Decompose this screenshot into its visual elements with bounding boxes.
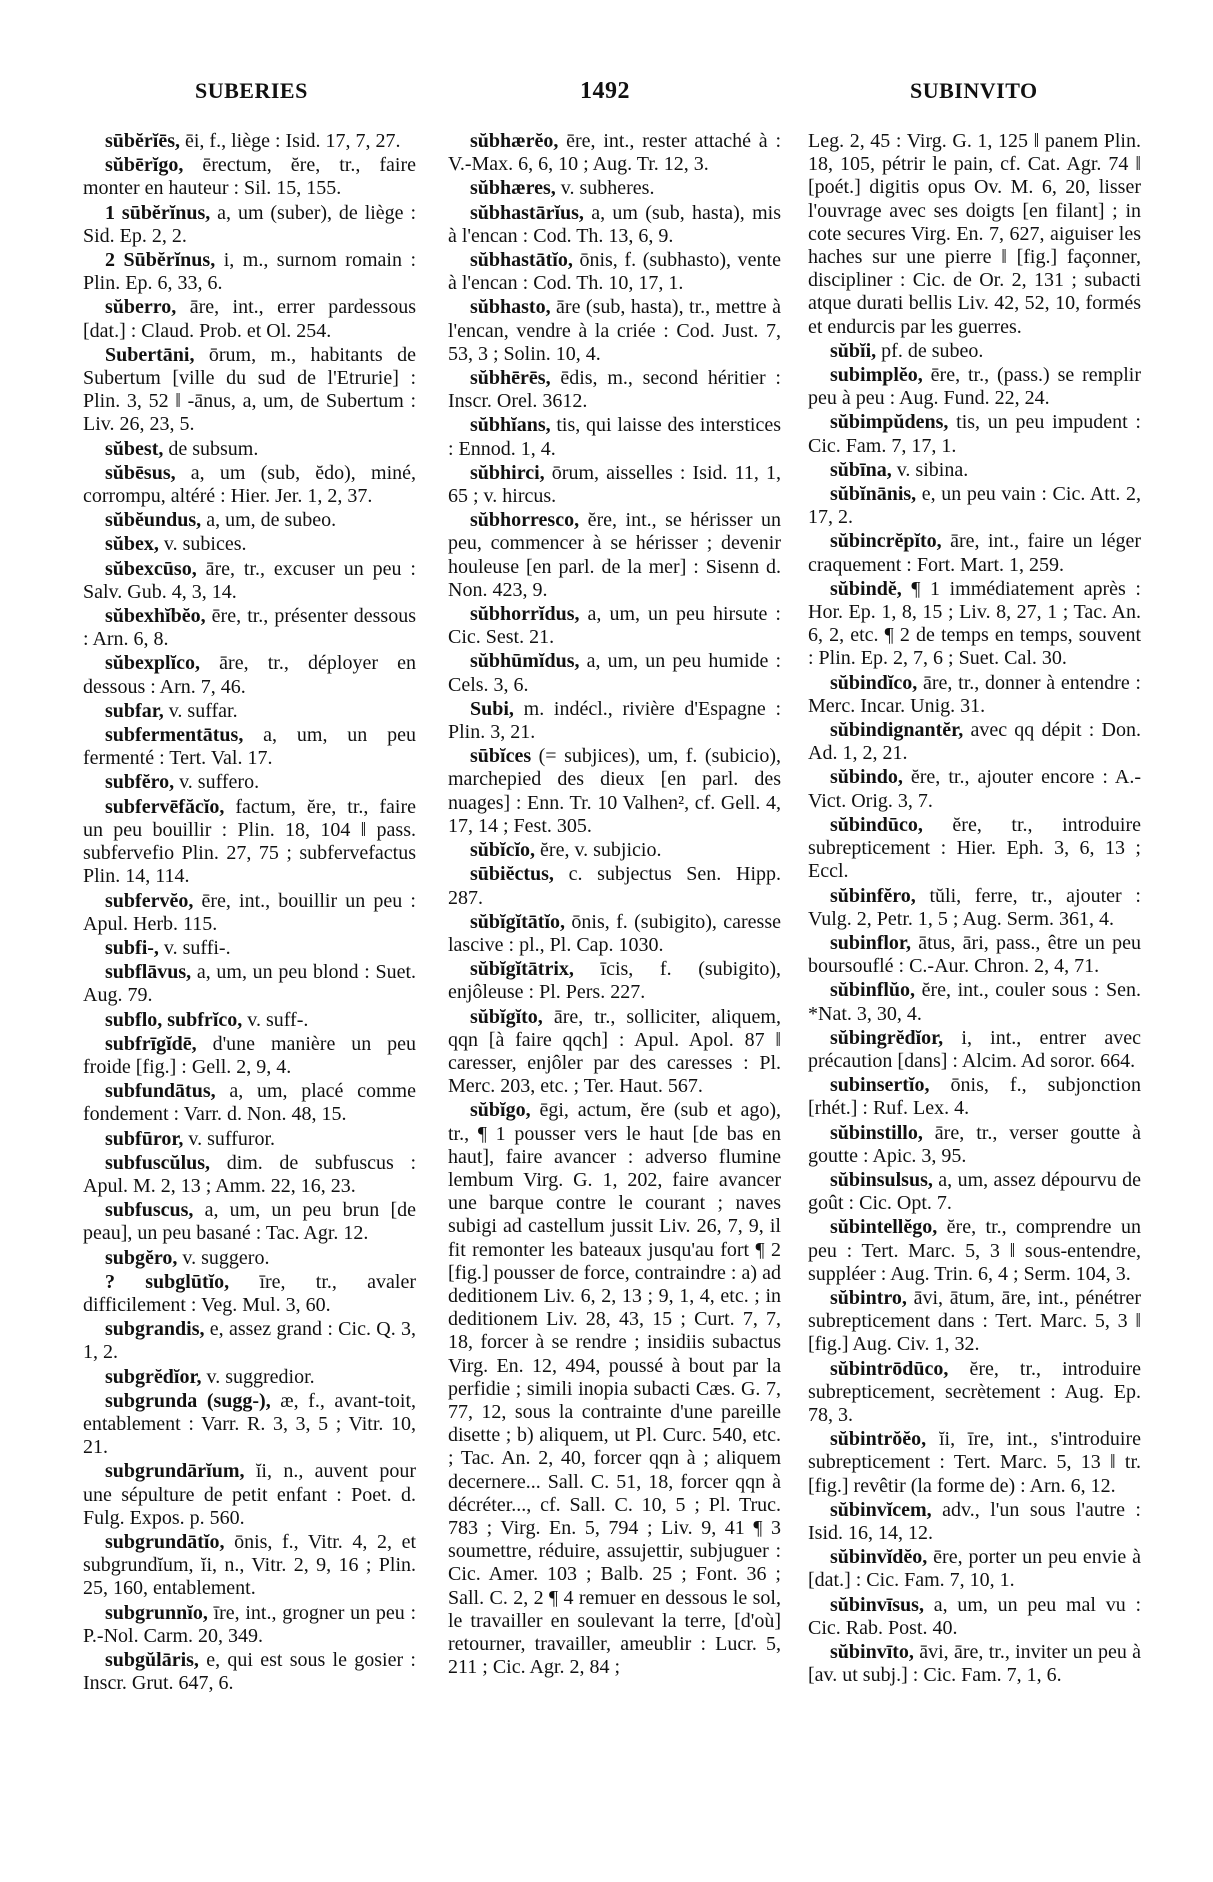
dictionary-entry [83,724,416,770]
definition: e, un peu vain : Cic. Att. 2, 17, 2. [808,483,1141,529]
dictionary-entry [448,130,781,176]
dictionary-entry [83,890,416,936]
dictionary-entry [808,578,1141,671]
dictionary-entry [83,558,416,604]
dictionary-entry [83,533,416,556]
definition: v. sibina. [891,458,969,481]
headword: Subi, [470,697,514,720]
definition: ¶ 1 immédiatement après : Hor. Ep. 1, 8, 15 ; Liv. 8, 27, 1 ; Tac. An. 6, 2, etc. ¶ 2 de temps en temps, souvent : Plin. Ep. 2, 7, 6 ; Suet. Cal. 30. [808,577,1141,670]
definition: tis, qui laisse des interstices : Ennod. 1, 4. [448,414,781,460]
definition: i, int., entrer avec précaution [dans] : Alcim. Ad soror. 664. [808,1026,1141,1072]
definition: a, um, un peu hirsute : Cic. Sest. 21. [448,603,781,649]
headword: sŭbexcūso, [105,557,197,580]
headword: sŭbintro, [830,1286,907,1309]
definition: ōnis, f. (subhasto), vente à l'encan : Cod. Th. 10, 17, 1. [448,249,781,295]
definition: m. indécl., rivière d'Espagne : Plin. 3, 21. [448,697,781,744]
headword: sŭbinfĕro, [830,884,916,907]
dictionary-entry [83,1009,416,1032]
headword: sŭbĭgo, [470,1099,531,1122]
dictionary-entry [448,839,781,862]
headword: sŭbinvīsus, [830,1593,924,1616]
headword: sŭbĭgĭto, [470,1005,543,1028]
headword: sŭbēsus, [105,461,176,484]
headword: sŭbhĭans, [470,414,551,437]
dictionary-entry [83,1649,416,1695]
headword: sŭbindĭco, [830,671,918,694]
headword: subfar, [105,699,164,722]
homonym-number: 1 [105,201,122,224]
dictionary-entry [83,202,416,248]
dictionary-entry [83,961,416,1007]
definition: āre, tr., donner à entendre : Merc. Incar. Unig. 31. [808,671,1141,717]
definition: ōnis, f., Vitr. 4, 2, et subgrundĭum, ĭi, n., Vitr. 2, 9, 16 ; Plin. 25, 160, entablement. [83,1530,416,1600]
dictionary-entry [808,340,1141,363]
definition: ōrum, aisselles : Isid. 11, 1, 65 ; v. hircus. [448,461,781,508]
definition: v. suggredior. [201,1365,315,1388]
headword: subfrīgĭdē, [105,1032,197,1055]
definition: a, um, un peu mal vu : Cic. Rab. Post. 40. [808,1593,1141,1639]
definition: v. suffero. [174,771,260,794]
dictionary-entry [448,202,781,248]
dictionary-entry [808,979,1141,1025]
dictionary-entry [448,958,781,1004]
headword: subglūtĭo, [145,1270,230,1293]
definition: v. suffi-. [158,936,231,959]
definition: ēdis, m., second héritier : Inscr. Orel. 3612. [448,367,781,413]
definition: āre, tr., excuser un peu : Salv. Gub. 4, 3, 14. [83,557,416,603]
headword: subfĕro, [105,771,175,794]
dictionary-entry [448,367,781,413]
definition: ēre, int., rester attaché à : V.-Max. 6, 6, 10 ; Aug. Tr. 12, 3. [448,130,781,176]
definition: ērectum, ĕre, tr., faire monter en hauteur : Sil. 15, 155. [83,154,416,200]
definition: ĕre, tr., introduire subrepticement, secrètement : Aug. Ep. 78, 3. [808,1357,1141,1426]
headword: sŭbinvĭdĕo, [830,1546,928,1569]
headword: sŭbĭcĭo, [470,839,536,862]
definition: v. subices. [158,533,247,556]
dictionary-entry [808,1027,1141,1073]
dictionary-entry [83,462,416,508]
dictionary-entry [808,719,1141,765]
definition: ēgi, actum, ĕre (sub et ago), tr., ¶ 1 pousser vers le haut [de bas en haut], faire avancer : adverso flumine lembum Virg. G. 1, 202, faire avancer une barque contre le courant ; naves subigi ad castellum jussit Liv. 26, 7, 9, il fit remonter les bateaux jusqu'au fort ¶ 2 [fig.] pousser de force, contraindre : a) ad deditionem Liv. 6, 2, 13 ; 9, 1, 4, etc. ; in deditionem Liv. 28, 43, 15 ; Curt. 7, 7, 18, forcer à se rendre ; insidiis subactus Virg. En. 12, 494, poussé à bout par la perfidie ; simili inopia subacti Cæs. G. 7, 77, 12, sous la contrainte d'une pareille disette ; b) aliquem, ut Pl. Curc. 540, etc. ; Tac. An. 2, 40, forcer qqn à ; aliquem decernere... Sall. C. 51, 18, forcer qqn à décréter..., cf. Sall. C. 10, 5 ; Pl. Truc. 783 ; Virg. En. 5, 794 ; Liv. 9, 41 ¶ 3 soumettre, réduire, assujettir, subjuguer : Cic. Amer. 103 ; Balb. 25 ; Font. 36 ; Sall. C. 2, 2 ¶ 4 remuer en dessous le sol, le travailler en soulevant la terre, [d'où] retourner, travailler, ameublir : Lucr. 5, 211 ; Cic. Agr. 2, 84 ; [448,1099,781,1679]
headword: sūbĭces [470,745,532,768]
dictionary-entry [83,1247,416,1270]
headword: subgrunda (sugg-), [105,1389,271,1412]
definition: a, um, un peu fermenté : Tert. Val. 17. [83,724,416,770]
dictionary-entry [448,698,781,744]
definition: āre, tr., déployer en dessous : Arn. 7, 46. [83,652,416,698]
dictionary-entry [448,745,781,838]
dictionary-entry [808,1216,1141,1286]
headword: sŭbinflŭo, [830,979,916,1002]
definition: a, um, de subeo. [201,509,337,532]
definition: āre, int., errer pardessous [dat.] : Claud. Prob. et Ol. 254. [83,296,416,342]
headword: sŭbinstillo, [830,1121,923,1144]
column-3 [808,130,1141,1688]
homonym-number: ? [105,1270,146,1293]
headword: sŭbīna, [830,458,892,481]
definition: adv., l'un sous l'autre : Isid. 16, 14, 12. [808,1498,1141,1544]
headword: subgrundārĭum, [105,1460,245,1483]
headword: sŭbhorrĭdus, [470,603,580,626]
dictionary-entry [83,1033,416,1079]
dictionary-entry [808,1074,1141,1120]
definition: ĭi, īre, int., s'introduire subrepticement : Tert. Marc. 5, 13 ‖ tr. [fig.] revêtir (la forme de) : Arn. 6, 12. [808,1428,1141,1497]
definition: factum, ĕre, tr., faire un peu bouillir : Plin. 18, 104 ‖ pass. subfervefio Plin. 27, 75 ; subfervefactus Plin. 14, 114. [83,795,416,888]
headword: subfervēfăcĭo, [105,795,225,818]
definition: ēre, porter un peu envie à [dat.] : Cic. Fam. 7, 10, 1. [808,1546,1141,1592]
definition: ēre, int., bouillir un peu : Apul. Herb. 115. [83,889,416,935]
headword: sŭbindignantĕr, [830,719,964,742]
headword: sŭbhūmĭdus, [470,650,580,673]
headword: subgrĕdĭor, [105,1365,202,1388]
definition: ĭi, n., auvent pour une sépulture de petit enfant : Poet. d. Fulg. Expos. p. 560. [83,1460,416,1529]
definition: a, um, assez dépourvu de goût : Cic. Opt. 7. [808,1168,1141,1215]
page-number: 1492 [580,78,630,104]
definition: avec qq dépit : Don. Ad. 1, 2, 21. [808,719,1141,765]
headword: subinflor, [830,931,911,954]
headword: subfi-, [105,936,159,959]
dictionary-entry [83,1080,416,1126]
dictionary-entry [83,796,416,889]
dictionary-entry [808,1499,1141,1545]
headword: sŭbindūco, [830,813,923,836]
dictionary-entry [808,672,1141,718]
dictionary-entry [83,438,416,461]
definition: v. suffuror. [183,1127,276,1150]
dictionary-entry [808,364,1141,410]
definition: īre, int., grogner un peu : P.-Nol. Carm. 20, 349. [83,1601,416,1647]
dictionary-entry [808,1287,1141,1357]
headword: sūbĕrĭnus, [121,201,211,224]
headword: sŭbhirci, [470,461,545,484]
running-head-right: SUBINVITO [910,78,1038,103]
dictionary-entry [448,1099,781,1679]
headword: sŭbintellĕgo, [830,1216,938,1239]
headword: sŭbexplĭco, [105,652,201,675]
headword: sŭbindĕ, [830,577,902,600]
headword: sŭbingrĕdĭor, [830,1026,944,1049]
dictionary-entry [808,1546,1141,1592]
dictionary-entry [83,1271,416,1317]
headword: sŭbhærĕo, [470,130,559,152]
headword: sŭbex, [105,533,159,556]
dictionary-entry [83,1602,416,1648]
headword: Sūbĕrĭnus, [123,249,216,272]
definition: āvi, ātum, āre, int., pénétrer subrepticement dans : Tert. Marc. 5, 3 ‖ [fig.] Aug. Civ. 1, 32. [808,1286,1141,1356]
headword: subgĕro, [105,1246,178,1269]
dictionary-entry [808,885,1141,931]
headword: sŭbinvĭcem, [830,1498,932,1521]
headword: subinsertĭo, [830,1074,930,1097]
headword: sŭbhērēs, [470,367,551,390]
dictionary-entry [83,605,416,651]
dictionary-entry [448,249,781,295]
definition: āre, tr., verser goutte à goutte : Apic. 3, 95. [808,1121,1141,1167]
definition: (= subjices), um, f. (subicio), marchepied des dieux [en parl. des nuages] : Enn. Tr. 10 Valhen², cf. Gell. 4, 17, 14 ; Fest. 305. [448,745,781,837]
dictionary-entry [448,603,781,649]
column-1 [83,130,416,1696]
headword: subfundātus, [105,1080,216,1103]
headword: sŭbinvīto, [830,1641,914,1663]
definition: āre (sub, hasta), tr., mettre à l'encan, vendre à la criée : Cod. Just. 7, 53, 3 ; Solin. 10, 4. [448,296,781,365]
definition: c. subjectus Sen. Hipp. 287. [448,863,781,909]
dictionary-entry [448,296,781,366]
dictionary-entry [83,700,416,723]
column-2 [448,130,781,1680]
headword: subgrunnĭo, [105,1601,208,1624]
definition: a, um (sub, ĕdo), miné, corrompu, altéré : Hier. Jer. 1, 2, 37. [83,461,416,508]
headword: subfervĕo, [105,889,194,912]
definition: ĕre, tr., introduire subrepticement : Hier. Eph. 3, 6, 13 ; Eccl. [808,813,1141,883]
dictionary-entry [83,1318,416,1364]
headword: sŭbintrōdūco, [830,1357,949,1380]
headword: sŭbĭgĭtātrix, [470,958,574,981]
headword: sŭbhæres, [470,177,556,200]
headword: subfūror, [105,1127,184,1150]
headword: subflo, subfrĭco, [105,1008,243,1031]
definition: ātus, āri, pass., être un peu boursouflé : C.-Aur. Chron. 2, 4, 71. [808,931,1141,978]
headword: subgrundātĭo, [105,1530,225,1553]
headword: sŭbincrĕpĭto, [830,530,942,553]
dictionary-entry [808,483,1141,529]
dictionary-entry [83,1152,416,1198]
dictionary-entry [808,814,1141,884]
headword: subfermentātus, [105,724,244,747]
dictionary-entry [83,1531,416,1601]
headword: sūbĕrĭēs, [105,130,180,152]
dictionary-entry [808,411,1141,457]
dictionary-entry [808,1594,1141,1640]
headword: sŭbhastātĭo, [470,249,573,272]
definition: ĕre, tr., comprendre un peu : Tert. Marc. 5, 3 ‖ sous-entendre, suppléer : Aug. Trin. 6, 4 ; Serm. 104, 3. [808,1216,1141,1285]
dictionary-entry [808,1641,1141,1687]
dictionary-entry [808,1122,1141,1168]
definition: āre, int., faire un léger craquement : Fort. Mart. 1, 259. [808,530,1141,576]
definition: e, assez grand : Cic. Q. 3, 1, 2. [83,1318,416,1364]
dictionary-entry [83,1460,416,1530]
definition: ēre, tr., présenter dessous : Arn. 6, 8. [83,605,416,651]
dictionary-entry [83,249,416,295]
dictionary-entry [83,652,416,698]
homonym-number: 2 [105,249,124,272]
definition: v. subheres. [555,177,655,200]
definition: āvi, āre, tr., inviter un peu à [av. ut subj.] : Cic. Fam. 7, 1, 6. [808,1641,1141,1687]
definition: a, um (suber), de liège : Sid. Ep. 2, 2. [83,201,417,247]
dictionary-entry [83,1390,416,1460]
dictionary-entry [83,296,416,342]
headword: sŭbhorresco, [470,509,580,532]
headword: sŭbĕundus, [105,509,202,532]
definition: a, um, un peu blond : Suet. Aug. 79. [83,961,416,1007]
dictionary-entry [448,650,781,696]
entry-continuation [808,130,1141,339]
headword: subflāvus, [105,961,192,984]
definition: ĕre, int., couler sous : Sen. *Nat. 3, 30, 4. [808,979,1141,1025]
dictionary-entry [448,414,781,460]
headword: sūbiĕctus, [470,863,554,886]
dictionary-entry [808,530,1141,576]
dictionary-entry [448,863,781,909]
definition: i, m., surnom romain : Plin. Ep. 6, 33, 6. [83,249,416,295]
headword: sŭbest, [105,437,164,460]
definition: ēi, f., liège : Isid. 17, 7, 27. [180,130,401,152]
headword: sŭbĭnānis, [830,483,917,506]
headword: sŭberro, [105,296,177,319]
headword: subfuscus, [105,1199,194,1222]
definition: v. suffar. [163,699,238,722]
headword: subgrandis, [105,1318,205,1341]
dictionary-entry [808,766,1141,812]
definition: ĕre, int., se hérisser un peu, commencer à se hérisser ; devenir houleuse [en parl. de la mer] : Sisenn d. Non. 423, 9. [448,509,781,601]
headword: sŭbinsulsus, [830,1168,933,1191]
dictionary-entry [808,1428,1141,1498]
dictionary-entry [448,177,781,200]
dictionary-entry [448,1006,781,1099]
dictionary-entry [808,1358,1141,1428]
definition: v. suggero. [177,1246,270,1269]
headword: sŭbexhĭbĕo, [105,605,206,628]
definition: v. suff-. [242,1008,309,1031]
headword: sŭbĭi, [830,339,877,362]
headword: sŭbindo, [830,766,903,789]
definition: e, qui est sous le gosier : Inscr. Grut. 647, 6. [83,1649,416,1695]
dictionary-entry [808,932,1141,978]
dictionary-entry [83,509,416,532]
definition: a, um, placé comme fondement : Varr. d. Non. 48, 15. [83,1080,416,1126]
definition: ōnis, f. (subigito), caresse lascive : pl., Pl. Cap. 1030. [448,910,781,956]
definition: ōrum, m., habitants de Subertum [ville du sud de l'Etrurie] : Plin. 3, 52 ‖ -ānus, a, um, de Subertum : Liv. 26, 23, 5. [83,343,416,436]
dictionary-entry [83,1366,416,1389]
definition: tis, un peu impudent : Cic. Fam. 7, 17, 1. [808,411,1141,457]
definition: pf. de subeo. [876,339,984,362]
definition: āre, tr., solliciter, aliquem, qqn [à faire qqch] : Apul. Apol. 87 ‖ caresser, enjôler par des caresses : Pl. Merc. 203, etc. ; Ter. Haut. 567. [448,1005,781,1098]
definition: Leg. 2, 45 : Virg. G. 1, 125 ‖ panem Plin. 18, 105, pétrir le pain, cf. Cat. Agr. 74 ‖ [poét.] digitis opus Ov. M. 6, 20, lisser l'ouvrage avec ses doigts [en filant] ; in cote secures Virg. En. 7, 627, aiguiser les haches sur une pierre ‖ [fig.] façonner, discipliner : Cic. de Or. 2, 131 ; subacti atque durati bellis Liv. 42, 52, 10, formés et endurcis par les guerres. [808,130,1141,338]
definition: a, um, un peu brun [de peau], un peu basané : Tac. Agr. 12. [83,1199,416,1245]
definition: īre, tr., avaler difficilement : Veg. Mul. 3, 60. [83,1270,416,1316]
dictionary-entry [448,509,781,602]
dictionary-entry [83,344,416,437]
headword: subimplĕo, [830,364,923,387]
definition: tŭli, ferre, tr., ajouter : Vulg. 2, Petr. 1, 5 ; Aug. Serm. 361, 4. [808,884,1141,930]
headword: subgŭlāris, [105,1649,199,1671]
dictionary-entry [83,1199,416,1245]
definition: dim. de subfuscus : Apul. M. 2, 13 ; Amm. 22, 16, 23. [83,1151,416,1197]
definition: īcis, f. (subigito), enjôleuse : Pl. Pers. 227. [448,958,781,1004]
dictionary-entry [83,937,416,960]
definition: ĕre, tr., ajouter encore : A.-Vict. Orig. 3, 7. [808,766,1141,812]
definition: ēre, tr., (pass.) se remplir peu à peu : Aug. Fund. 22, 24. [808,364,1141,410]
definition: ōnis, f., subjonction [rhét.] : Ruf. Lex. 4. [808,1074,1141,1120]
dictionary-entry [83,771,416,794]
dictionary-entry [83,154,416,200]
definition: de subsum. [163,437,259,460]
running-head-left: SUBERIES [195,78,308,103]
dictionary-entry [448,462,781,508]
headword: subfuscŭlus, [105,1151,211,1174]
headword: sŭbintrŏĕo, [830,1428,927,1451]
definition: a, um (sub, hasta), mis à l'encan : Cod. Th. 13, 6, 9. [448,201,781,247]
headword: Subertāni, [105,343,195,366]
headword: sŭbērĭgo, [105,154,184,177]
dictionary-entry [808,1169,1141,1215]
headword: sŭbimpŭdens, [830,411,949,434]
definition: æ, f., avant-toit, entablement : Varr. R. 3, 3, 5 ; Vitr. 10, 21. [83,1389,416,1459]
dictionary-entry [448,911,781,957]
headword: sŭbhasto, [470,296,551,319]
dictionary-entry [808,459,1141,482]
headword: sŭbĭgĭtātĭo, [470,910,566,933]
headword: sŭbhastārĭus, [470,201,584,224]
definition: ĕre, v. subjicio. [535,839,662,862]
dictionary-entry [83,1128,416,1151]
definition: d'une manière un peu froide [fig.] : Gell. 2, 9, 4. [83,1032,416,1078]
dictionary-entry [83,130,416,153]
definition: a, um, un peu humide : Cels. 3, 6. [448,650,781,696]
